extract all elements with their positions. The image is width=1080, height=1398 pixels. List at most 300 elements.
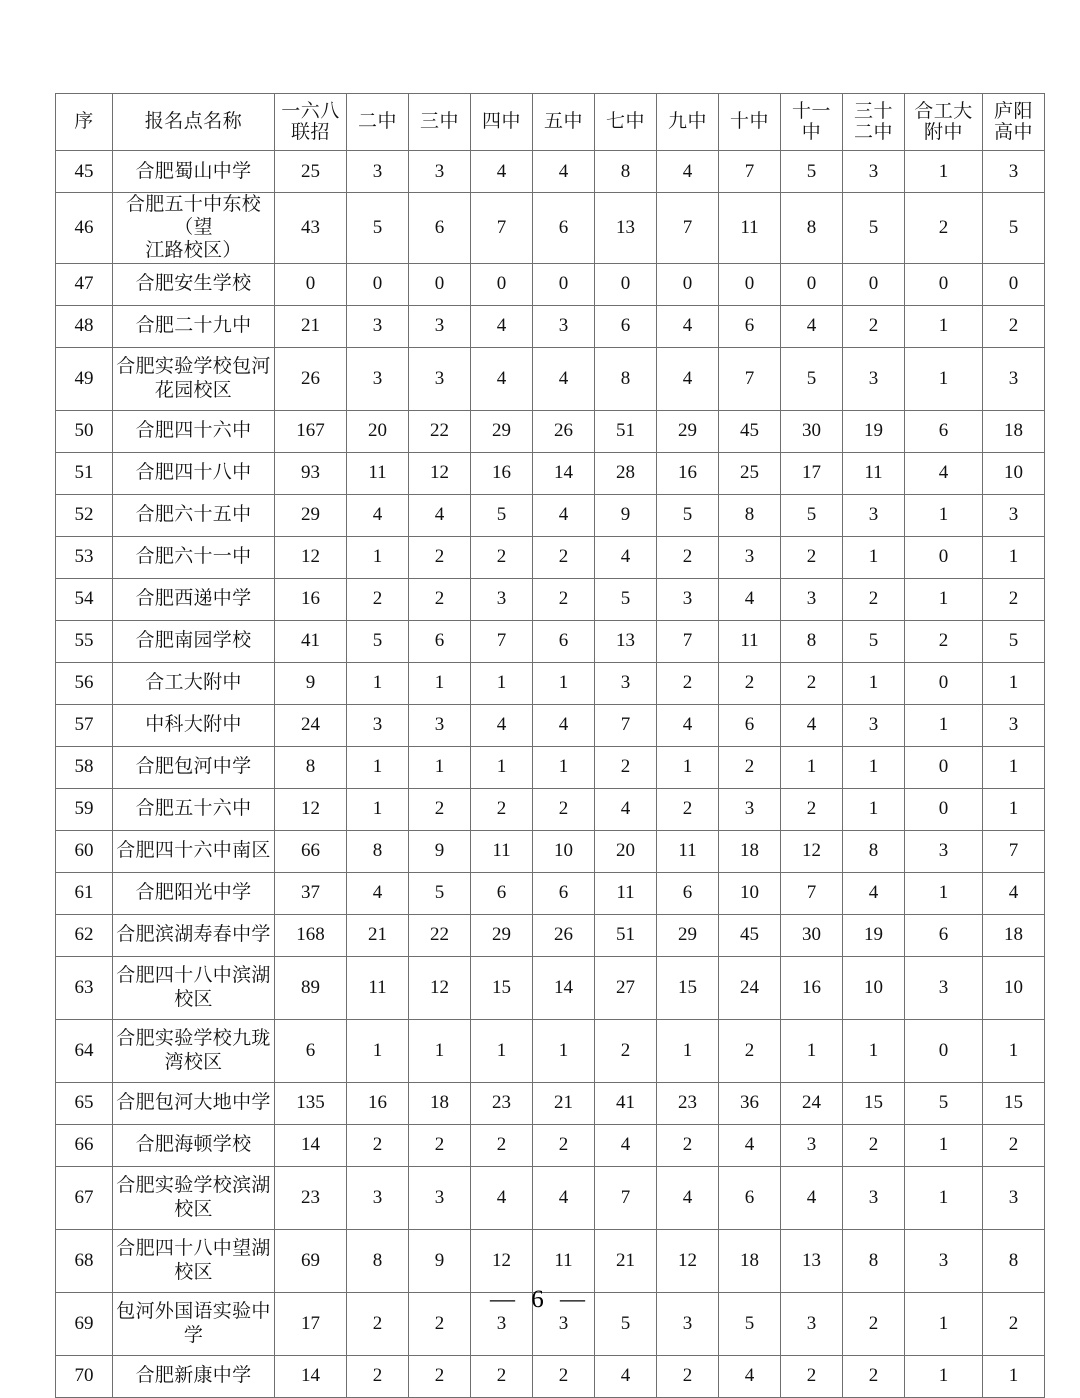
row-value-cell: 3: [983, 494, 1045, 536]
table-row: [56, 914, 1045, 956]
row-value-cell: 2: [657, 1124, 719, 1166]
row-value-cell: 4: [781, 305, 843, 347]
row-value-cell: 2: [533, 788, 595, 830]
row-value-cell: 0: [409, 263, 471, 305]
table-row: [56, 1082, 1045, 1124]
row-value-cell: 41: [595, 1082, 657, 1124]
row-value-cell: 1: [905, 1355, 983, 1397]
row-value-cell: 0: [347, 263, 409, 305]
row-value-cell: 21: [275, 305, 347, 347]
school-name-line: 合肥五十中东校（望: [125, 194, 262, 239]
row-sequence-number: 52: [56, 494, 113, 536]
row-sequence-number: 54: [56, 578, 113, 620]
row-value-cell: 6: [905, 914, 983, 956]
row-school-name: 合工大附中: [113, 662, 275, 704]
row-value-cell: 36: [719, 1082, 781, 1124]
row-value-cell: 2: [843, 1124, 905, 1166]
row-value-cell: 0: [905, 662, 983, 704]
row-value-cell: 11: [657, 830, 719, 872]
row-value-cell: 2: [595, 1019, 657, 1082]
row-value-cell: 3: [409, 305, 471, 347]
row-value-cell: 12: [275, 788, 347, 830]
row-value-cell: 2: [409, 1355, 471, 1397]
row-value-cell: 12: [409, 452, 471, 494]
row-value-cell: 2: [719, 662, 781, 704]
row-school-name: 合肥四十六中: [113, 410, 275, 452]
row-value-cell: 0: [905, 788, 983, 830]
row-value-cell: 51: [595, 914, 657, 956]
row-value-cell: 45: [719, 914, 781, 956]
row-school-name: [113, 193, 275, 264]
row-value-cell: 1: [905, 872, 983, 914]
table-header: [56, 94, 1045, 151]
row-value-cell: 5: [595, 578, 657, 620]
row-sequence-number: 66: [56, 1124, 113, 1166]
row-value-cell: 4: [409, 494, 471, 536]
row-value-cell: 4: [595, 536, 657, 578]
row-sequence-number: 62: [56, 914, 113, 956]
row-value-cell: 1: [843, 1019, 905, 1082]
row-value-cell: 2: [409, 1292, 471, 1355]
row-value-cell: 12: [275, 536, 347, 578]
school-name-line: 合肥实验学校滨湖: [116, 1175, 271, 1197]
row-value-cell: 23: [275, 1166, 347, 1229]
row-school-name: 合肥新康中学: [113, 1355, 275, 1397]
row-sequence-number: 59: [56, 788, 113, 830]
row-sequence-number: 46: [56, 193, 113, 264]
row-sequence-number: 64: [56, 1019, 113, 1082]
column-header-no2: 二中: [347, 94, 409, 151]
row-value-cell: 2: [533, 578, 595, 620]
row-value-cell: 24: [275, 704, 347, 746]
row-value-cell: 10: [843, 956, 905, 1019]
row-school-name: [113, 1166, 275, 1229]
row-value-cell: 2: [843, 1292, 905, 1355]
row-value-cell: 24: [781, 1082, 843, 1124]
row-value-cell: 4: [657, 305, 719, 347]
school-name-line: 江路校区）: [145, 240, 242, 262]
school-name-line: 校区: [174, 1198, 213, 1220]
row-sequence-number: 55: [56, 620, 113, 662]
row-value-cell: 43: [275, 193, 347, 264]
school-name-line: 合肥实验学校包河: [116, 356, 271, 378]
school-name-line: 合肥四十八中滨湖: [116, 965, 271, 987]
column-header-168-lianzhao: [275, 94, 347, 151]
row-sequence-number: 60: [56, 830, 113, 872]
row-value-cell: 6: [533, 872, 595, 914]
row-value-cell: 28: [595, 452, 657, 494]
row-value-cell: 1: [347, 1019, 409, 1082]
row-value-cell: 4: [533, 347, 595, 410]
row-value-cell: 2: [347, 1124, 409, 1166]
row-value-cell: 18: [719, 1229, 781, 1292]
row-value-cell: 2: [719, 1019, 781, 1082]
row-value-cell: 18: [983, 410, 1045, 452]
row-value-cell: 1: [409, 662, 471, 704]
row-value-cell: 5: [781, 494, 843, 536]
row-value-cell: 2: [983, 1292, 1045, 1355]
row-value-cell: 1: [471, 1019, 533, 1082]
row-value-cell: 1: [983, 1019, 1045, 1082]
row-value-cell: 41: [275, 620, 347, 662]
row-value-cell: 1: [347, 662, 409, 704]
row-value-cell: 3: [409, 347, 471, 410]
row-value-cell: 135: [275, 1082, 347, 1124]
row-value-cell: 1: [983, 788, 1045, 830]
row-value-cell: 2: [533, 536, 595, 578]
row-value-cell: 4: [471, 347, 533, 410]
row-value-cell: 8: [719, 494, 781, 536]
row-value-cell: 0: [983, 263, 1045, 305]
column-header-no5: 五中: [533, 94, 595, 151]
column-header-no4: 四中: [471, 94, 533, 151]
row-value-cell: 0: [781, 263, 843, 305]
row-value-cell: 2: [409, 578, 471, 620]
row-value-cell: 3: [409, 704, 471, 746]
row-value-cell: 16: [275, 578, 347, 620]
column-header-luyang-gaozhong: [983, 94, 1045, 151]
table-row: [56, 151, 1045, 193]
school-name-line: 合肥四十八中望湖: [116, 1238, 271, 1260]
row-value-cell: 16: [347, 1082, 409, 1124]
row-value-cell: 3: [347, 347, 409, 410]
row-value-cell: 1: [347, 788, 409, 830]
row-value-cell: 2: [595, 746, 657, 788]
row-value-cell: 5: [471, 494, 533, 536]
column-header-line: 庐阳: [993, 100, 1033, 122]
table-row: [56, 1355, 1045, 1397]
school-name-line: 校区: [174, 1261, 213, 1283]
row-value-cell: 14: [275, 1355, 347, 1397]
table-row: [56, 410, 1045, 452]
row-value-cell: 2: [843, 1355, 905, 1397]
row-school-name: 合肥蜀山中学: [113, 151, 275, 193]
row-value-cell: 51: [595, 410, 657, 452]
row-school-name: 合肥包河大地中学: [113, 1082, 275, 1124]
row-value-cell: 0: [471, 263, 533, 305]
row-value-cell: 22: [409, 410, 471, 452]
row-value-cell: 12: [657, 1229, 719, 1292]
row-value-cell: 5: [719, 1292, 781, 1355]
column-header-no3: 三中: [409, 94, 471, 151]
row-value-cell: 8: [843, 830, 905, 872]
row-value-cell: 3: [347, 151, 409, 193]
row-value-cell: 2: [843, 305, 905, 347]
column-header-line: 合工大: [914, 100, 973, 122]
row-value-cell: 6: [275, 1019, 347, 1082]
row-school-name: 合肥二十九中: [113, 305, 275, 347]
row-value-cell: 4: [471, 305, 533, 347]
row-value-cell: 15: [843, 1082, 905, 1124]
row-school-name: 合肥六十一中: [113, 536, 275, 578]
row-value-cell: 167: [275, 410, 347, 452]
row-value-cell: 2: [781, 1355, 843, 1397]
table-row: [56, 578, 1045, 620]
row-value-cell: 2: [533, 1355, 595, 1397]
column-header-no9: 九中: [657, 94, 719, 151]
row-value-cell: 66: [275, 830, 347, 872]
row-value-cell: 3: [781, 578, 843, 620]
row-school-name: 合肥安生学校: [113, 263, 275, 305]
column-header-line: 中: [801, 122, 822, 143]
registration-allocation-table: [55, 93, 1045, 1398]
row-value-cell: 5: [409, 872, 471, 914]
table-header-row: [56, 94, 1045, 151]
row-sequence-number: 63: [56, 956, 113, 1019]
row-value-cell: 11: [347, 956, 409, 1019]
row-value-cell: 1: [533, 1019, 595, 1082]
row-value-cell: 16: [781, 956, 843, 1019]
column-header-line: 一六八: [281, 100, 340, 122]
row-value-cell: 5: [347, 193, 409, 264]
school-name-line: 校区: [174, 988, 213, 1010]
row-value-cell: 2: [347, 1355, 409, 1397]
row-value-cell: 9: [275, 662, 347, 704]
table-row: [56, 956, 1045, 1019]
row-value-cell: 22: [409, 914, 471, 956]
row-value-cell: 4: [595, 1355, 657, 1397]
row-value-cell: 8: [595, 347, 657, 410]
row-value-cell: 29: [275, 494, 347, 536]
row-value-cell: 7: [719, 151, 781, 193]
row-value-cell: 18: [983, 914, 1045, 956]
school-name-line: 包河外国语实验中: [116, 1301, 271, 1323]
row-value-cell: 3: [843, 151, 905, 193]
row-value-cell: 3: [719, 788, 781, 830]
column-header-hgd-fuzhong: [905, 94, 983, 151]
row-value-cell: 4: [595, 1124, 657, 1166]
row-value-cell: 25: [719, 452, 781, 494]
row-value-cell: 19: [843, 914, 905, 956]
row-value-cell: 2: [409, 788, 471, 830]
row-value-cell: 6: [719, 1166, 781, 1229]
row-value-cell: 11: [719, 193, 781, 264]
row-value-cell: 4: [657, 1166, 719, 1229]
row-value-cell: 7: [595, 1166, 657, 1229]
row-value-cell: 23: [657, 1082, 719, 1124]
row-value-cell: 4: [347, 494, 409, 536]
row-value-cell: 17: [275, 1292, 347, 1355]
row-value-cell: 10: [983, 452, 1045, 494]
row-value-cell: 27: [595, 956, 657, 1019]
row-value-cell: 11: [347, 452, 409, 494]
row-value-cell: 3: [533, 305, 595, 347]
row-value-cell: 2: [781, 662, 843, 704]
row-value-cell: 3: [843, 347, 905, 410]
row-sequence-number: 65: [56, 1082, 113, 1124]
row-value-cell: 4: [533, 1166, 595, 1229]
row-value-cell: 0: [533, 263, 595, 305]
table-row: [56, 872, 1045, 914]
column-header-no7: 七中: [595, 94, 657, 151]
row-value-cell: 3: [781, 1292, 843, 1355]
row-value-cell: 8: [843, 1229, 905, 1292]
row-value-cell: 4: [983, 872, 1045, 914]
row-value-cell: 2: [905, 193, 983, 264]
row-value-cell: 3: [843, 494, 905, 536]
table-row: [56, 452, 1045, 494]
row-value-cell: 4: [471, 1166, 533, 1229]
row-sequence-number: 56: [56, 662, 113, 704]
row-value-cell: 20: [347, 410, 409, 452]
row-value-cell: 2: [905, 620, 983, 662]
table-row: [56, 704, 1045, 746]
row-value-cell: 2: [409, 1124, 471, 1166]
row-value-cell: 1: [983, 536, 1045, 578]
row-school-name: 合肥五十六中: [113, 788, 275, 830]
row-value-cell: 12: [471, 1229, 533, 1292]
table-row: [56, 347, 1045, 410]
school-name-line: 合肥实验学校九珑: [116, 1028, 271, 1050]
row-value-cell: 1: [905, 1292, 983, 1355]
row-value-cell: 1: [409, 1019, 471, 1082]
row-school-name: [113, 1019, 275, 1082]
row-value-cell: 11: [533, 1229, 595, 1292]
row-value-cell: 4: [905, 452, 983, 494]
row-value-cell: 2: [657, 662, 719, 704]
row-value-cell: 29: [657, 410, 719, 452]
row-value-cell: 4: [533, 494, 595, 536]
row-school-name: 中科大附中: [113, 704, 275, 746]
table-row: [56, 263, 1045, 305]
column-header-line: 三十: [853, 100, 893, 122]
row-value-cell: 30: [781, 410, 843, 452]
row-value-cell: 4: [657, 347, 719, 410]
row-school-name: 合肥海顿学校: [113, 1124, 275, 1166]
row-value-cell: 0: [905, 746, 983, 788]
row-value-cell: 7: [595, 704, 657, 746]
row-value-cell: 7: [471, 193, 533, 264]
table-row: [56, 1229, 1045, 1292]
table-row: [56, 536, 1045, 578]
row-value-cell: 5: [781, 347, 843, 410]
column-header-line: 高中: [993, 122, 1033, 143]
row-value-cell: 3: [843, 704, 905, 746]
row-value-cell: 8: [347, 1229, 409, 1292]
table-row: [56, 662, 1045, 704]
row-value-cell: 8: [781, 193, 843, 264]
row-sequence-number: 68: [56, 1229, 113, 1292]
row-school-name: 合肥四十八中: [113, 452, 275, 494]
row-value-cell: 4: [347, 872, 409, 914]
row-sequence-number: 69: [56, 1292, 113, 1355]
row-value-cell: 4: [595, 788, 657, 830]
row-value-cell: 3: [657, 1292, 719, 1355]
row-value-cell: 5: [781, 151, 843, 193]
row-value-cell: 5: [843, 193, 905, 264]
row-value-cell: 1: [983, 662, 1045, 704]
row-value-cell: 2: [471, 1124, 533, 1166]
row-value-cell: 3: [347, 1166, 409, 1229]
row-value-cell: 2: [347, 1292, 409, 1355]
row-value-cell: 89: [275, 956, 347, 1019]
column-header-seq: 序: [56, 94, 113, 151]
row-value-cell: 3: [595, 662, 657, 704]
registration-table-container: [55, 93, 1033, 1398]
row-value-cell: 5: [595, 1292, 657, 1355]
row-school-name: 合肥西递中学: [113, 578, 275, 620]
row-value-cell: 6: [595, 305, 657, 347]
row-value-cell: 3: [843, 1166, 905, 1229]
row-value-cell: 5: [983, 620, 1045, 662]
row-value-cell: 2: [471, 536, 533, 578]
row-value-cell: 5: [905, 1082, 983, 1124]
row-value-cell: 4: [657, 704, 719, 746]
row-value-cell: 7: [471, 620, 533, 662]
row-value-cell: 15: [657, 956, 719, 1019]
row-value-cell: 30: [781, 914, 843, 956]
row-sequence-number: 57: [56, 704, 113, 746]
row-value-cell: 0: [905, 536, 983, 578]
row-value-cell: 168: [275, 914, 347, 956]
row-value-cell: 8: [275, 746, 347, 788]
row-value-cell: 13: [781, 1229, 843, 1292]
row-value-cell: 15: [471, 956, 533, 1019]
row-value-cell: 12: [409, 956, 471, 1019]
row-value-cell: 9: [409, 1229, 471, 1292]
row-value-cell: 3: [719, 536, 781, 578]
row-value-cell: 4: [843, 872, 905, 914]
row-value-cell: 4: [719, 1355, 781, 1397]
table-row: [56, 1019, 1045, 1082]
row-value-cell: 2: [781, 536, 843, 578]
table-row: [56, 494, 1045, 536]
row-value-cell: 2: [983, 1124, 1045, 1166]
row-value-cell: 10: [983, 956, 1045, 1019]
row-value-cell: 6: [657, 872, 719, 914]
row-value-cell: 1: [905, 305, 983, 347]
row-value-cell: 1: [843, 746, 905, 788]
table-row: [56, 193, 1045, 264]
row-value-cell: 3: [983, 704, 1045, 746]
table-row: [56, 1124, 1045, 1166]
column-header-no11: [781, 94, 843, 151]
school-name-line: 学: [183, 1324, 204, 1346]
row-value-cell: 1: [347, 746, 409, 788]
row-value-cell: 3: [983, 151, 1045, 193]
row-value-cell: 1: [983, 1355, 1045, 1397]
row-value-cell: 10: [533, 830, 595, 872]
row-value-cell: 5: [983, 193, 1045, 264]
table-body: [56, 151, 1045, 1398]
row-value-cell: 1: [471, 746, 533, 788]
table-row: [56, 788, 1045, 830]
table-row: [56, 1166, 1045, 1229]
row-value-cell: 1: [657, 746, 719, 788]
row-value-cell: 2: [471, 1355, 533, 1397]
row-value-cell: 2: [719, 746, 781, 788]
row-value-cell: 4: [533, 704, 595, 746]
row-value-cell: 9: [409, 830, 471, 872]
row-sequence-number: 50: [56, 410, 113, 452]
row-sequence-number: 51: [56, 452, 113, 494]
row-value-cell: 3: [533, 1292, 595, 1355]
row-value-cell: 8: [781, 620, 843, 662]
row-value-cell: 1: [905, 347, 983, 410]
table-row: [56, 746, 1045, 788]
row-value-cell: 18: [409, 1082, 471, 1124]
row-value-cell: 23: [471, 1082, 533, 1124]
row-school-name: 合肥南园学校: [113, 620, 275, 662]
row-value-cell: 1: [533, 662, 595, 704]
row-value-cell: 2: [983, 305, 1045, 347]
row-value-cell: 16: [657, 452, 719, 494]
row-value-cell: 93: [275, 452, 347, 494]
row-value-cell: 3: [347, 305, 409, 347]
row-value-cell: 11: [719, 620, 781, 662]
row-value-cell: 19: [843, 410, 905, 452]
row-sequence-number: 49: [56, 347, 113, 410]
